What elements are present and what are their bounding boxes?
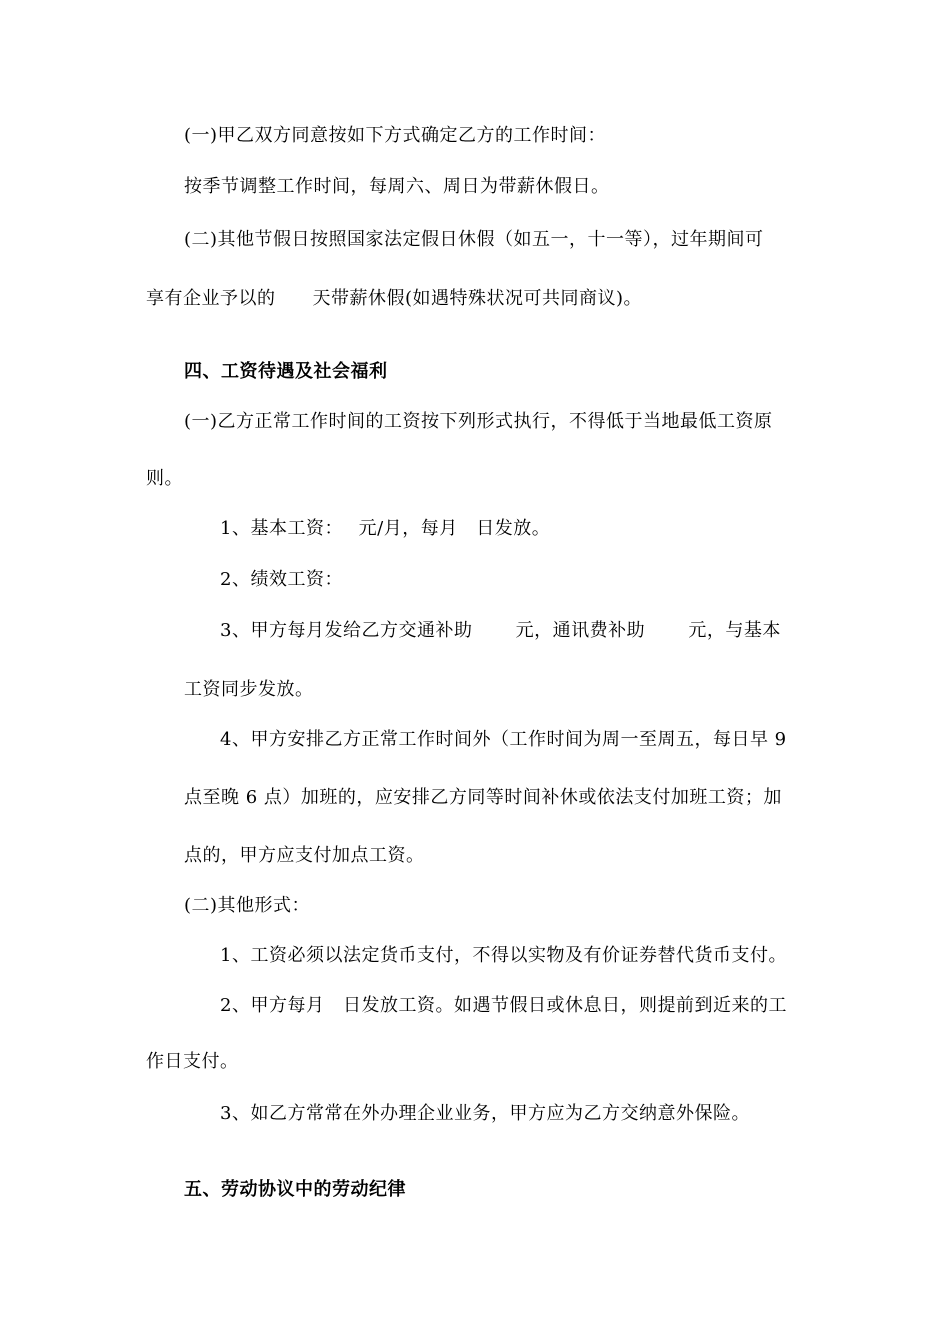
paragraph-holiday-1: (二)其他节假日按照国家法定假日休假（如五一，十一等），过年期间可 — [184, 229, 764, 250]
list-item-payday-1: 2、甲方每月 日发放工资。如遇节假日或休息日，则提前到近来的工 — [220, 995, 787, 1016]
paragraph-holiday-2: 享有企业予以的 天带薪休假(如遇特殊状况可共同商议)。 — [146, 288, 643, 309]
paragraph-other-forms: (二)其他形式： — [184, 895, 311, 916]
list-item-overtime-1: 4、甲方安排乙方正常工作时间外（工作时间为周一至周五，每日早 9 — [220, 729, 787, 750]
paragraph-work-time-2: 按季节调整工作时间，每周六、周日为带薪休假日。 — [184, 176, 610, 197]
list-item-basic-wage: 1、基本工资： 元/月，每月 日发放。 — [220, 518, 551, 539]
list-item-insurance: 3、如乙方常常在外办理企业业务，甲方应为乙方交纳意外保险。 — [220, 1103, 750, 1124]
paragraph-wage-2: 则。 — [146, 468, 183, 489]
paragraph-wage-1: (一)乙方正常工作时间的工资按下列形式执行，不得低于当地最低工资原 — [184, 411, 773, 432]
list-item-subsidy-2: 工资同步发放。 — [184, 679, 314, 700]
list-item-performance-wage: 2、绩效工资： — [220, 569, 343, 590]
paragraph-work-time-1: (一)甲乙双方同意按如下方式确定乙方的工作时间： — [184, 125, 607, 146]
list-item-subsidy-1: 3、甲方每月发给乙方交通补助 元，通讯费补助 元，与基本 — [220, 620, 781, 641]
list-item-overtime-2: 点至晚 6 点）加班的，应安排乙方同等时间补休或依法支付加班工资；加 — [184, 787, 782, 808]
list-item-payday-2: 作日支付。 — [146, 1051, 239, 1072]
list-item-currency: 1、工资必须以法定货币支付，不得以实物及有价证券替代货币支付。 — [220, 945, 787, 966]
section-heading-5: 五、劳动协议中的劳动纪律 — [184, 1179, 406, 1200]
list-item-overtime-3: 点的，甲方应支付加点工资。 — [184, 845, 425, 866]
section-heading-4: 四、工资待遇及社会福利 — [184, 361, 388, 382]
